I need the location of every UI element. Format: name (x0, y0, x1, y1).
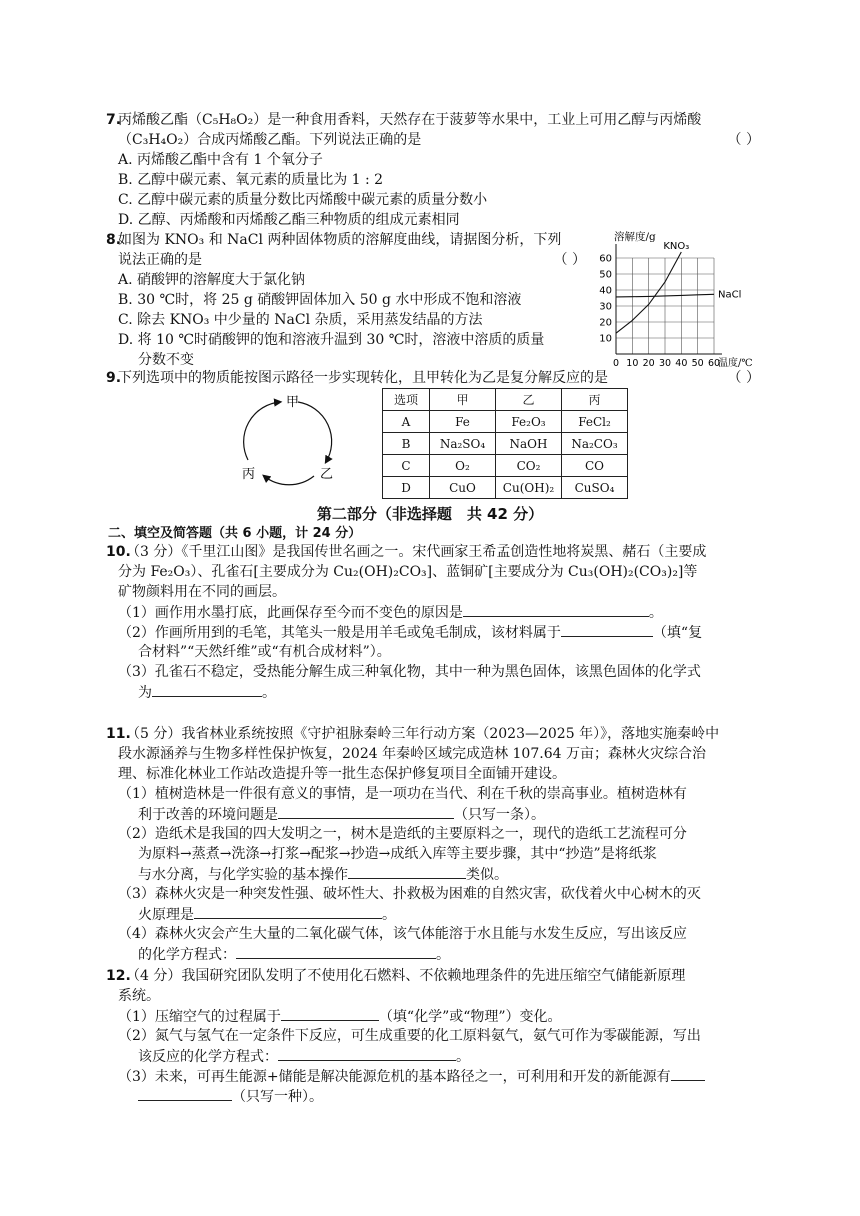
part-two-title: 第二部分（非选择题 共 42 分） (316, 505, 544, 523)
arrow-yi-to-bing (264, 476, 314, 485)
sub-question-text: （填“化学”或“物理”）变化。 (378, 1009, 562, 1025)
y-tick-label: 60 (599, 253, 612, 265)
table-header: 选项 (383, 389, 430, 411)
answer-blank[interactable] (561, 622, 653, 637)
sub-question-text: 为 (138, 685, 152, 701)
sub-question-text: （只写一种）。 (232, 1089, 323, 1105)
table-cell: B (383, 433, 430, 455)
table-header: 丙 (562, 389, 628, 411)
node-jia: 甲 (286, 395, 300, 410)
y-tick-label: 20 (599, 317, 612, 329)
table-cell: C (383, 455, 430, 477)
question-text: （3 分）《千里江山图》是我国传世名画之一。宋代画家王希孟创造性地将炭黑、赭石（主要成 (126, 544, 707, 560)
question-text (108, 250, 586, 270)
sub-question-3-continued (108, 904, 760, 924)
y-tick-label: 40 (599, 285, 612, 297)
table-cell: Fe (430, 411, 496, 433)
table-cell: CO₂ (496, 455, 562, 477)
question-text: （4 分）我国研究团队发明了不使用化石燃料、不依赖地理条件的先进压缩空气储能新原理 (126, 968, 686, 984)
sub-question-1 (108, 602, 760, 622)
sub-question-text: （1）压缩空气的过程属于 (118, 1009, 281, 1025)
question-text: 分为 Fe₂O₃）、孔雀石[主要成分为 Cu₂(OH)₂CO₃]、蓝铜矿[主要成分为 Cu₃(OH)₂(CO₃)₂]等 (118, 564, 698, 580)
sub-question-1: （1）植树造林是一件很有意义的事情，是一项功在当代、利在千秋的崇高事业。植树造林有 (118, 786, 687, 802)
sub-question-text: （只写一条）。 (454, 807, 545, 823)
question-number: 11. (106, 726, 131, 742)
sub-question-text: （1）画作用水墨打底，此画保存至今而不变色的原因是 (118, 605, 463, 621)
section-heading: 二、填空及简答题（共 6 小题，计 24 分） (108, 526, 362, 541)
table-cell: Cu(OH)₂ (496, 477, 562, 499)
x-tick-label: 0 (612, 358, 620, 368)
sub-question-2 (108, 622, 760, 642)
sub-question-text: 利于改善的环境问题是 (138, 807, 278, 823)
y-tick-label: 10 (599, 333, 612, 345)
sub-question-text: 的化学方程式： (138, 947, 236, 963)
x-tick-label: 10 (626, 358, 639, 368)
table-row (383, 455, 628, 477)
answer-blank[interactable] (671, 1066, 705, 1081)
sub-question-1 (108, 1006, 760, 1026)
table-row (383, 433, 628, 455)
sub-question-4-continued (108, 944, 760, 964)
sub-question-3-continued (108, 1086, 760, 1106)
conversion-cycle-diagram (236, 392, 346, 492)
option-c: C. 除去 KNO₃ 中少量的 NaCl 杂质，采用蒸发结晶的方法 (118, 312, 483, 328)
chart-axes (616, 244, 722, 354)
sub-question-text: （填“复 (652, 625, 703, 641)
question-number: 12. (106, 968, 131, 984)
x-tick-label: 20 (642, 358, 655, 368)
question-text: 系统。 (118, 988, 160, 1004)
table-cell: CO (562, 455, 628, 477)
y-tick-label: 30 (599, 301, 612, 313)
answer-blank[interactable] (278, 804, 454, 819)
sub-question-3 (108, 1066, 760, 1086)
question-number: 8. (106, 232, 122, 248)
table-cell: D (383, 477, 430, 499)
question-8 (108, 230, 586, 370)
table-cell: Na₂CO₃ (562, 433, 628, 455)
question-text (108, 130, 760, 150)
question-10 (108, 542, 760, 702)
question-7 (108, 110, 760, 230)
table-row (383, 477, 628, 499)
series-label-nacl: NaCl (718, 289, 742, 301)
table-cell: A (383, 411, 430, 433)
chart-ticks (599, 254, 720, 369)
sub-question-2-continued: 为原料→蒸煮→洗涤→打浆→配浆→抄造→成纸入库等主要步骤，其中“抄造”是将纸浆 (138, 846, 657, 862)
question-11 (108, 724, 760, 964)
table-cell: CuO (430, 477, 496, 499)
options-table (382, 388, 628, 499)
table-cell: FeCl₂ (562, 411, 628, 433)
question-text: 矿物颜料用在不同的画层。 (118, 584, 286, 600)
arrow-bing-to-jia (244, 402, 280, 460)
x-tick-label: 40 (675, 358, 688, 368)
question-12 (108, 966, 760, 1106)
option-a: A. 丙烯酸乙酯中含有 1 个氧分子 (118, 152, 323, 168)
series-label-kno3: KNO₃ (663, 241, 690, 252)
sub-question-text: 类似。 (466, 867, 508, 883)
table-header: 乙 (496, 389, 562, 411)
sub-question-3: （3）森林火灾是一种突发性强、破坏性大、扑救极为困难的自然灾害，砍伐着火中心树木的灭 (118, 886, 701, 902)
sub-question-text: （2）作画所用到的毛笔，其笔头一般是用羊毛或兔毛制成，该材料属于 (118, 625, 561, 641)
table-row (383, 411, 628, 433)
question-text: （5 分）我省林业系统按照《守护祖脉秦岭三年行动方案（2023—2025 年）》，落地实施秦岭中 (126, 726, 720, 742)
solubility-chart (590, 228, 770, 368)
answer-blank[interactable] (236, 944, 436, 959)
punctuation: 。 (648, 605, 663, 621)
question-text (108, 368, 760, 388)
sub-question-1-continued (108, 804, 760, 824)
answer-blank[interactable] (348, 864, 466, 879)
answer-blank[interactable] (138, 1086, 232, 1101)
answer-blank[interactable] (152, 682, 262, 697)
table-cell: O₂ (430, 455, 496, 477)
question-text-part: 说法正确的是 (118, 252, 202, 268)
y-axis-label: 溶解度/g (614, 231, 656, 243)
sub-question-2-continued (108, 1046, 760, 1066)
option-d: D. 乙醇、丙烯酸和丙烯酸乙酯三种物质的组成元素相同 (118, 212, 460, 228)
question-9 (108, 368, 760, 388)
y-tick-label: 50 (599, 269, 612, 281)
question-text: 段水源涵养与生物多样性保护恢复，2024 年秦岭区域完成造林 107.64 万亩；森林火灾综合治 (118, 746, 706, 762)
sub-question-2: （2）氮气与氢气在一定条件下反应，可生成重要的化工原料氨气，氨气可作为零碳能源，写出 (118, 1028, 701, 1044)
table-cell: Fe₂O₃ (496, 411, 562, 433)
answer-blank[interactable] (463, 602, 649, 617)
table-cell: Na₂SO₄ (430, 433, 496, 455)
question-text: 理、标准化林业工作站改造提升等一批生态保护修复项目全面铺开建设。 (118, 766, 566, 782)
table-cell: CuSO₄ (562, 477, 628, 499)
sub-question-text: 火原理是 (138, 907, 194, 923)
option-b: B. 乙醇中碳元素、氧元素的质量比为 1 : 2 (118, 172, 384, 188)
punctuation: 。 (262, 685, 276, 701)
table-header-row (383, 389, 628, 411)
sub-question-text: 合材料”“天然纤维”或“有机合成材料”）。 (138, 644, 391, 660)
question-text-part: 下列选项中的物质能按图示路径一步实现转化，且甲转化为乙是复分解反应的是 (118, 370, 608, 386)
answer-blank[interactable] (281, 1006, 379, 1021)
question-number: 7. (106, 112, 122, 128)
answer-blank[interactable] (278, 1046, 456, 1061)
sub-question-4: （4）森林火灾会产生大量的二氧化碳气体，该气体能溶于水且能与水发生反应，写出该反应 (118, 926, 687, 942)
x-tick-label: 30 (658, 358, 672, 368)
punctuation: 。 (436, 947, 450, 963)
answer-paren[interactable]: （ ） (727, 132, 760, 148)
option-b: B. 30 ℃时，将 25 g 硝酸钾固体加入 50 g 水中形成不饱和溶液 (118, 292, 522, 308)
sub-question-2: （2）造纸术是我国的四大发明之一，树木是造纸的主要原料之一，现代的造纸工艺流程可分 (118, 826, 687, 842)
sub-question-3-continued (108, 682, 760, 702)
x-tick-label: 50 (691, 358, 704, 368)
chart-labels (614, 230, 753, 368)
sub-question-3: （3）孔雀石不稳定，受热能分解生成三种氧化物，其中一种为黑色固体，该黑色固体的化学式 (118, 664, 701, 680)
table-header: 甲 (430, 389, 496, 411)
node-bing: 丙 (242, 467, 256, 482)
punctuation: 。 (456, 1049, 470, 1065)
question-text-part: （C₃H₄O₂）合成丙烯酸乙酯。下列说法正确的是 (118, 132, 422, 148)
answer-blank[interactable] (194, 904, 382, 919)
question-number: 10. (106, 544, 131, 560)
sub-question-text: 该反应的化学方程式： (138, 1049, 278, 1065)
x-tick-label: 60 (707, 358, 721, 368)
question-text: 如图为 KNO₃ 和 NaCl 两种固体物质的溶解度曲线，请据图分析，下列 (118, 232, 562, 248)
sub-question-2-continued (108, 864, 760, 884)
option-d: D. 将 10 ℃时硝酸钾的饱和溶液升温到 30 ℃时，溶液中溶质的质量 (118, 332, 545, 348)
arrow-jia-to-yi (298, 402, 332, 462)
option-a: A. 硝酸钾的溶解度大于氯化钠 (118, 272, 306, 288)
question-number: 9. (106, 370, 122, 386)
answer-paren[interactable]: （ ） (553, 252, 586, 268)
question-text: 丙烯酸乙酯（C₅H₈O₂）是一种食用香料，天然存在于菠萝等水果中，工业上可用乙醇与丙烯酸 (118, 112, 702, 128)
sub-question-text: （3）未来，可再生能源+储能是解决能源危机的基本路径之一，可利用和开发的新能源有 (118, 1069, 671, 1085)
sub-question-text: 与水分离，与化学实验的基本操作 (138, 867, 348, 883)
punctuation: 。 (382, 907, 396, 923)
x-axis-label: 温度/℃ (718, 358, 753, 368)
table-cell: NaOH (496, 433, 562, 455)
chart-grid (616, 258, 714, 354)
option-c: C. 乙醇中碳元素的质量分数比丙烯酸中碳元素的质量分数小 (118, 192, 488, 208)
node-yi: 乙 (320, 467, 334, 482)
option-d-continued: 分数不变 (138, 352, 194, 368)
answer-paren[interactable]: （ ） (727, 370, 760, 386)
